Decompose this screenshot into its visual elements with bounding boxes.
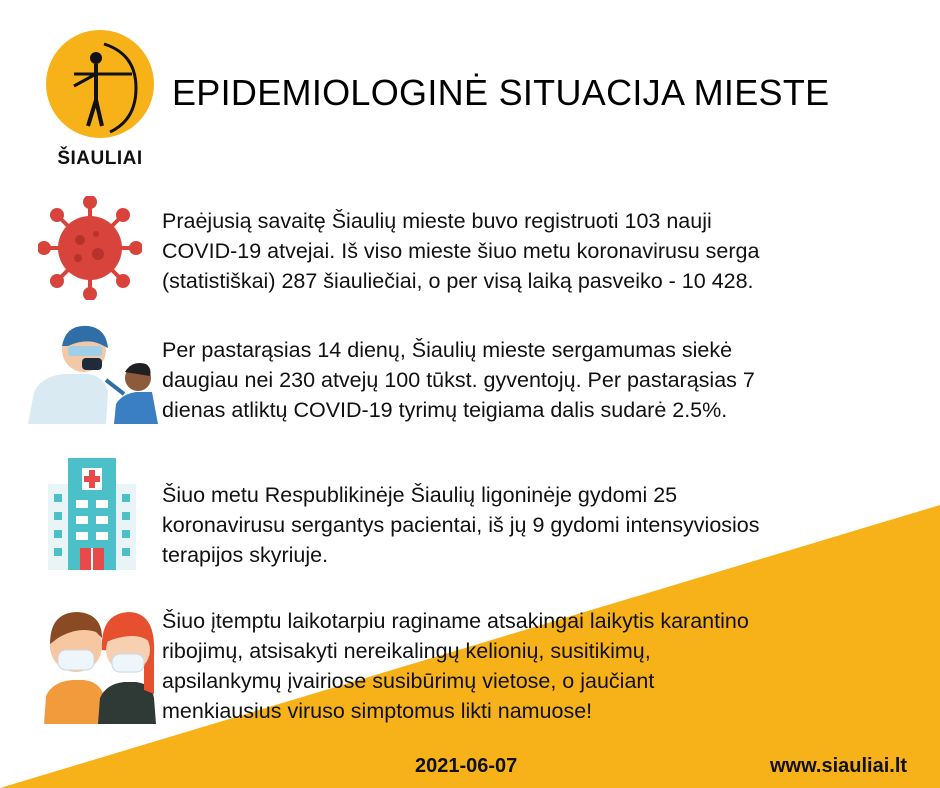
virus-icon: [38, 196, 142, 300]
hospital-icon: [44, 454, 140, 572]
footer-date: 2021-06-07: [415, 755, 518, 777]
section-test-text: Per pastarąsias 14 dienų, Šiaulių mieste sergamumas siekė daugiau nei 230 atvejų 100 tūkst. gyventojų. Per pastarąsias 7 dienas atliktų COVID-19 tyrimų teigiama dalis sudarė 2.5%.: [162, 338, 755, 422]
logo-text: ŠIAULIAI: [57, 148, 143, 169]
masked-people-icon: [44, 598, 156, 724]
page-title: EPIDEMIOLOGINĖ SITUACIJA MIESTE: [172, 72, 830, 113]
section-hospital-text: Šiuo metu Respublikinėje Šiaulių ligoninėje gydomi 25 koronavirusu sergantys pacientai, iš jų 9 gydomi intensyviosios terapijos skyriuje.: [162, 483, 760, 567]
footer-url[interactable]: www.siauliai.lt: [770, 755, 908, 777]
section-virus-text: Praėjusią savaitę Šiaulių mieste buvo registruoti 103 nauji COVID-19 atvejai. Iš viso mieste šiuo metu koronavirusu serga (statistiškai) 287 šiauliečiai, o per visą laiką pasveiko - 10 428.: [162, 209, 760, 293]
covid-test-icon: [28, 320, 158, 424]
section-advice-text: Šiuo įtemptu laikotarpiu raginame atsakingai laikytis karantino ribojimų, atsisakyti nereikalingų kelionių, susitikimų, apsilankymų įvairiose susibūrimų vietose, o jaučiant menkiausius viruso simptomus likti namuose!: [162, 609, 749, 723]
